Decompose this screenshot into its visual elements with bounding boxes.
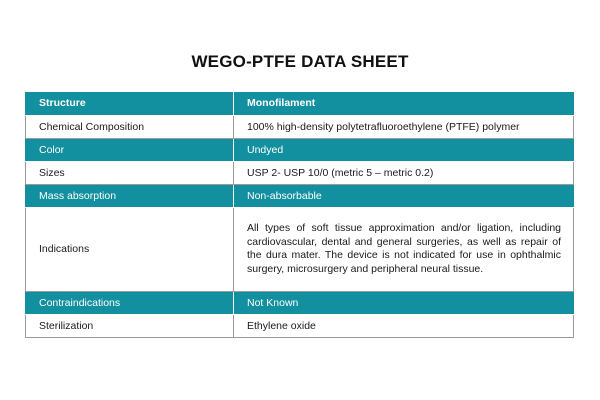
row-value-color: Undyed [234,138,574,161]
table-row [26,291,574,314]
data-sheet-table [25,92,574,338]
row-value-chemical-composition: 100% high-density polytetrafluoroethylene (PTFE) polymer [234,115,574,138]
row-label-color: Color [26,138,234,161]
row-label-sterilization: Sterilization [26,314,234,337]
header-label-cell: Structure [26,92,234,115]
row-value-contraindications: Not Known [234,291,574,314]
table-header-row [26,92,574,115]
row-label-indications: Indications [26,207,234,291]
indications-text: All types of soft tissue approximation and/or ligation, including cardiovascular, dental and general surgeries, as well as repair of the dura mater. The device is not indicated for use in ophthalmic surgery, microsurgery and peripheral neural tissue. [247,222,561,275]
table-row [26,207,574,291]
row-value-indications [234,207,574,291]
table-row [26,184,574,207]
row-label-sizes: Sizes [26,161,234,184]
row-label-chemical-composition: Chemical Composition [26,115,234,138]
row-value-mass-absorption: Non-absorbable [234,184,574,207]
header-value-cell: Monofilament [234,92,574,115]
page-title: WEGO-PTFE DATA SHEET [191,52,409,71]
table-row [26,115,574,138]
table-row [26,138,574,161]
table-row [26,314,574,337]
row-value-sizes: USP 2- USP 10/0 (metric 5 – metric 0.2) [234,161,574,184]
row-label-contraindications: Contraindications [26,291,234,314]
row-value-sterilization: Ethylene oxide [234,314,574,337]
row-label-mass-absorption: Mass absorption [26,184,234,207]
table-row [26,161,574,184]
